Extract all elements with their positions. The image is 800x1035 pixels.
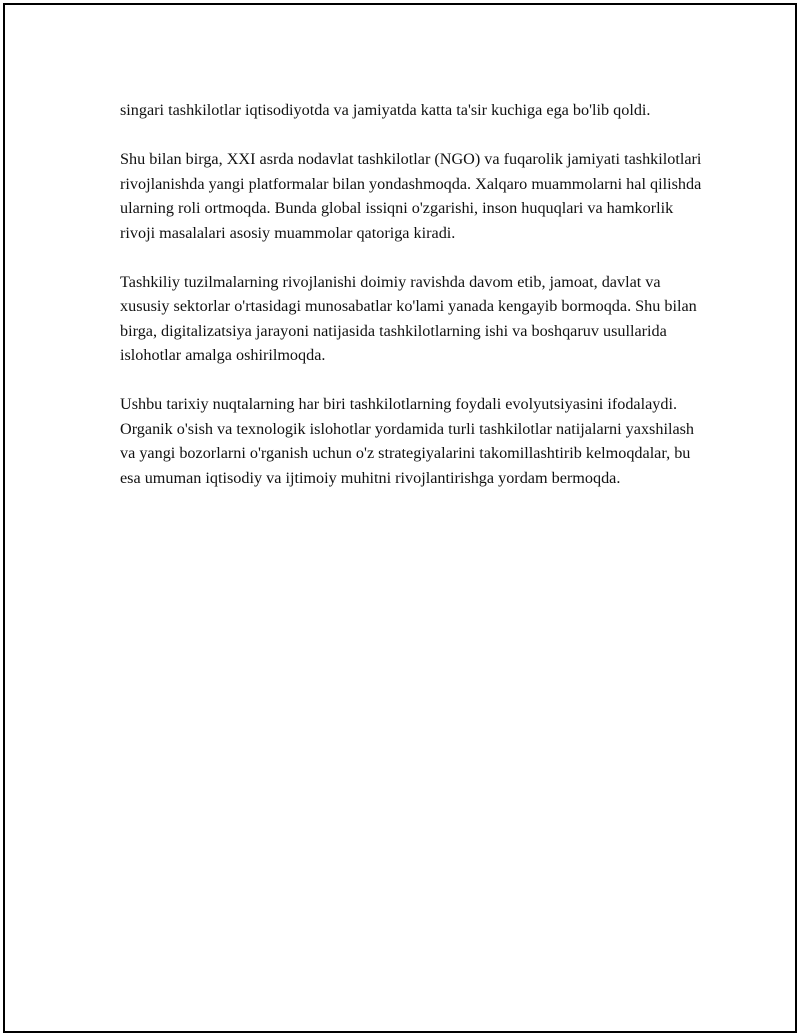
paragraph-4: Ushbu tarixiy nuqtalarning har biri tashkilotlarning foydali evolyutsiyasini ifodalaydi. Organik o'sish va texnologik islohotlar yordamida turli tashkilotlar natijalarni yaxshilash va yangi bozorlarni o'rganish uchun o'z strategiyalarini takomillashtirib kelmoqdalar, bu esa umuman iqtisodiy va ijtimoiy muhitni rivojlantirishga yordam bermoqda. xyxy=(120,395,695,487)
document-body xyxy=(120,98,705,515)
paragraph-1: singari tashkilotlar iqtisodiyotda va jamiyatda katta ta'sir kuchiga ega bo'lib qoldi. xyxy=(120,101,651,119)
paragraph-3: Tashkiliy tuzilmalarning rivojlanishi doimiy ravishda davom etib, jamoat, davlat va xususiy sektorlar o'rtasidagi munosabatlar ko'lami yanada kengayib bormoqda. Shu bilan birga, digitalizatsiya jarayoni natijasida tashkilotlarning ishi va boshqaruv usullarida islohotlar amalga oshirilmoqda. xyxy=(120,272,697,364)
paragraph-2: Shu bilan birga, XXI asrda nodavlat tashkilotlar (NGO) va fuqarolik jamiyati tashkilotlari rivojlanishda yangi platformalar bilan yondashmoqda. Xalqaro muammolarni hal qilishda ularning roli ortmoqda. Bunda global issiqni o'zgarishi, inson huquqlari va hamkorlik rivoji masalalari asosiy muammolar qatoriga kiradi. xyxy=(120,150,702,242)
document-page xyxy=(3,3,797,1033)
